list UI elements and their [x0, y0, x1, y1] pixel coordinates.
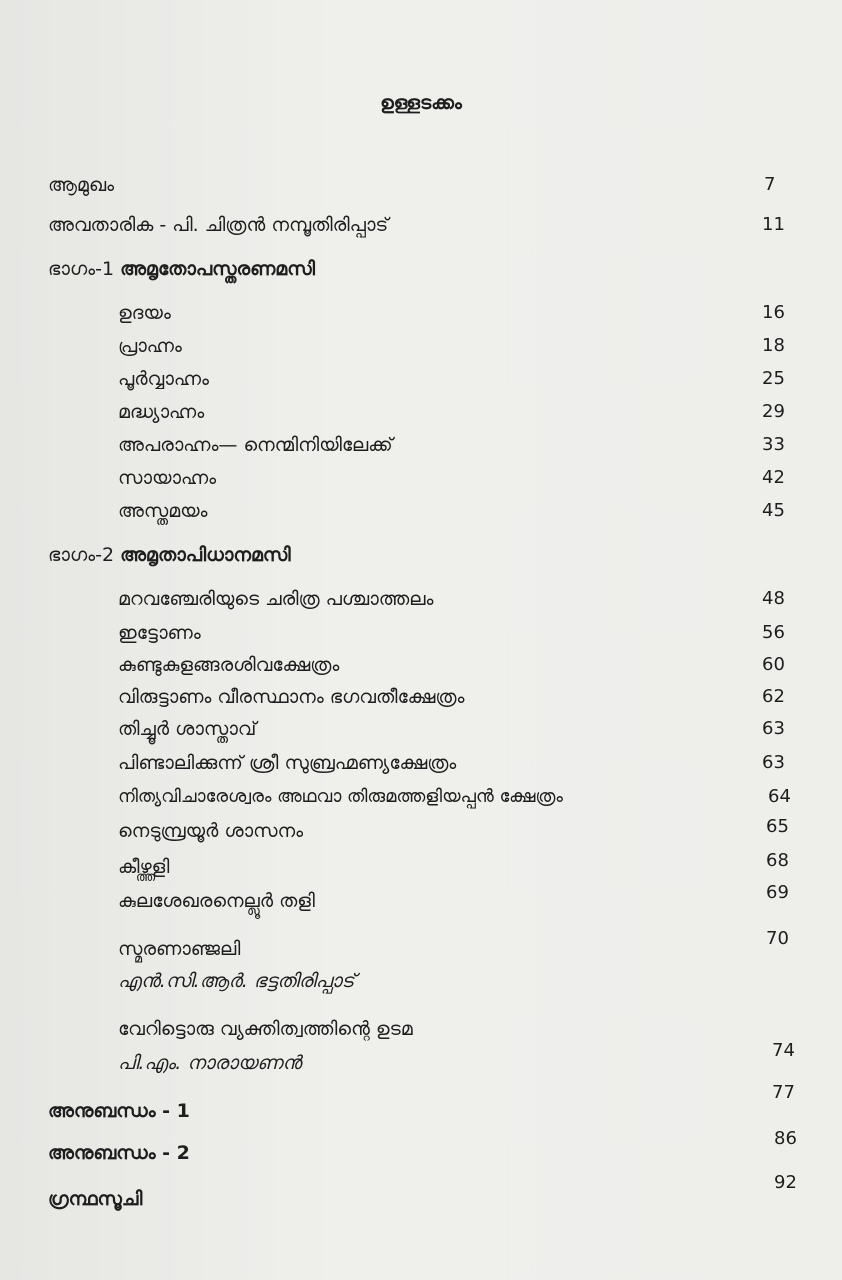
tribute-author: പി.എം. നാരായണൻ [118, 1052, 302, 1074]
toc-entry-title: കുണ്ടുകുളങ്ങരശിവക്ഷേത്രം [118, 654, 340, 676]
toc-entry-title: മദ്ധ്യാഹ്നം [118, 401, 205, 423]
toc-entry-title: നെടുമ്പ്രയൂർ ശാസനം [118, 820, 304, 842]
part1-name: അമൃതോപസ്തരണമസി [120, 258, 315, 280]
toc-entry-title: സായാഹ്നം [118, 467, 217, 489]
toc-entry-title: ഉദയം [118, 302, 171, 324]
page-title: ഉള്ളടക്കം [380, 92, 462, 114]
toc-entry-title: അവതാരിക - പി. ചിത്രൻ നമ്പൂതിരിപ്പാട് [48, 214, 389, 236]
toc-entry-title: കുലശേഖരനെല്ലൂർ തളി [118, 890, 315, 912]
toc-entry-page: 77 [772, 1082, 795, 1103]
part1-heading [48, 258, 315, 280]
toc-entry-page: 65 [766, 816, 789, 837]
toc-entry-page: 7 [764, 174, 776, 195]
toc-entry-title: ഇട്ടോണം [118, 622, 201, 644]
tribute-title: സ്മരണാഞ്ജലി [118, 938, 241, 960]
toc-entry-title: മറവഞ്ചേരിയുടെ ചരിത്ര പശ്ചാത്തലം [118, 588, 434, 610]
tribute-author: എൻ.സി.ആർ. ഭട്ടതിരിപ്പാട് [118, 970, 355, 992]
toc-entry-page: 48 [762, 588, 785, 609]
part2-heading [48, 544, 291, 566]
toc-entry-page: 25 [762, 368, 785, 389]
toc-entry-page: 33 [762, 434, 785, 455]
toc-entry-page: 42 [762, 467, 785, 488]
toc-entry-title: പ്രാഹ്നം [118, 335, 182, 357]
toc-entry-title: കീഴ്ത്തളി [118, 856, 170, 878]
part2-prefix: ഭാഗം-2 [48, 544, 115, 566]
tribute-title: വേറിട്ടൊരു വ്യക്തിത്വത്തിന്റെ ഉടമ [118, 1018, 413, 1040]
toc-entry-title: തിച്ചൂർ ശാസ്താവ് [118, 718, 257, 740]
toc-entry-page: 29 [762, 401, 785, 422]
toc-entry-page: 92 [774, 1172, 797, 1193]
toc-entry-page: 68 [766, 850, 789, 871]
toc-entry-title: അനുബന്ധം - 1 [48, 1100, 190, 1122]
toc-entry-page: 86 [774, 1128, 797, 1149]
toc-entry-page: 16 [762, 302, 785, 323]
toc-entry-title: അനുബന്ധം - 2 [48, 1142, 190, 1164]
toc-entry-page: 69 [766, 882, 789, 903]
toc-entry-title: പിണ്ടാലിക്കുന്ന് ശ്രീ സുബ്രഹ്മണ്യക്ഷേത്രം [118, 752, 457, 774]
toc-entry-title: ഗ്രന്ഥസൂചി [48, 1188, 143, 1210]
toc-entry-page: 60 [762, 654, 785, 675]
toc-entry-title: പൂർവ്വാഹ്നം [118, 368, 209, 390]
part1-prefix: ഭാഗം-1 [48, 258, 115, 280]
toc-entry-page: 62 [762, 686, 785, 707]
part2-name: അമൃതാപിധാനമസി [120, 544, 291, 566]
toc-entry-page: 63 [762, 752, 785, 773]
toc-entry-page: 45 [762, 500, 785, 521]
toc-entry-page: 70 [766, 928, 789, 949]
toc-entry-page: 11 [762, 214, 785, 235]
toc-entry-title: അപരാഹ്നം— നെന്മിനിയിലേക്ക് [118, 434, 393, 456]
toc-entry-title: വിരുട്ടാണം വീരസ്ഥാനം ഭഗവതീക്ഷേത്രം [118, 686, 465, 708]
toc-entry-title: നിത്യവിചാരേശ്വരം അഥവാ തിരുമത്തളിയപ്പൻ ക്ഷേത്രം [118, 786, 563, 807]
toc-entry-title: അസ്തമയം [118, 500, 208, 522]
toc-entry-page: 56 [762, 622, 785, 643]
toc-entry-page: 74 [772, 1040, 795, 1061]
toc-entry-page: 18 [762, 335, 785, 356]
toc-entry-page: 63 [762, 718, 785, 739]
toc-entry-title: ആമുഖം [48, 174, 115, 196]
toc-entry-page: 64 [768, 786, 791, 807]
